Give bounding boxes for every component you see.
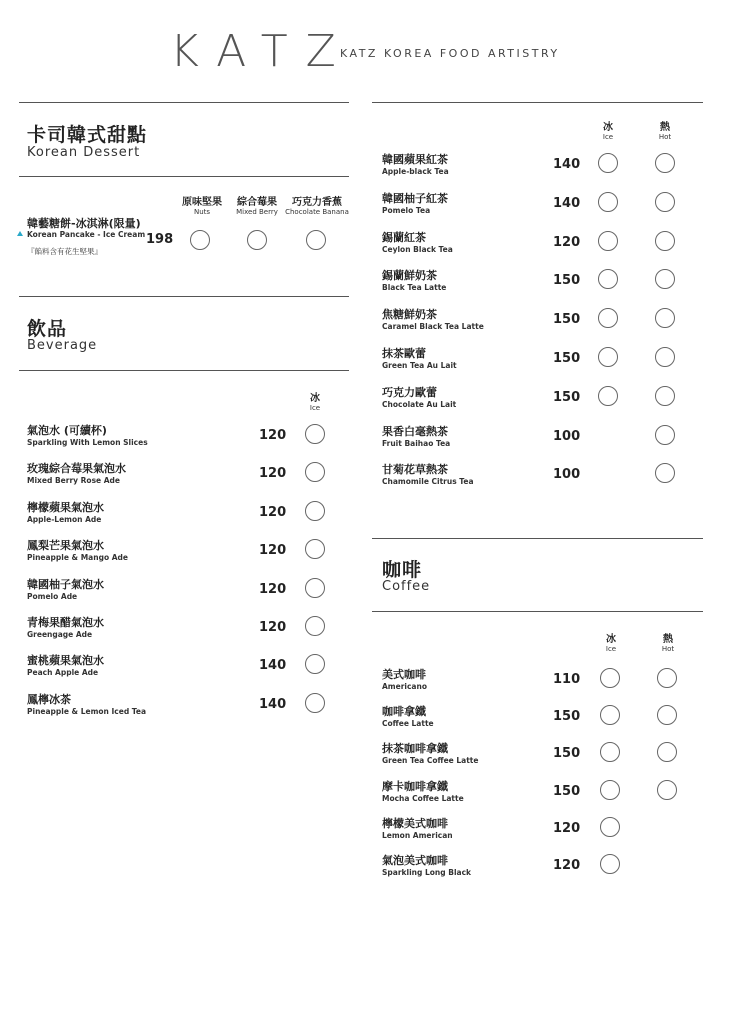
option-checkbox[interactable] xyxy=(190,230,210,250)
menu-item-price: 120 xyxy=(553,234,581,250)
coffee-title: 咖啡 xyxy=(382,559,423,581)
menu-item-name-en: Chocolate Au Lait xyxy=(382,399,457,409)
divider xyxy=(19,296,349,297)
menu-item-price: 120 xyxy=(259,504,287,520)
menu-item-price: 120 xyxy=(553,820,581,836)
menu-item-name: 甘菊花草熱茶 xyxy=(382,463,448,477)
hot-option-circle[interactable] xyxy=(655,231,675,251)
ice-option-circle[interactable] xyxy=(600,742,620,762)
dessert-item-name: 韓藝糖餅-冰淇淋(限量) xyxy=(27,217,141,230)
menu-item-price: 150 xyxy=(553,312,581,328)
menu-item-name-en: Caramel Black Tea Latte xyxy=(382,322,484,332)
hot-option-circle[interactable] xyxy=(655,192,675,212)
beverage-subtitle: Beverage xyxy=(27,338,98,353)
option-label: 巧克力香蕉 xyxy=(292,197,342,208)
option-checkbox[interactable] xyxy=(306,230,326,250)
menu-item-name-en: Apple-black Tea xyxy=(382,167,449,176)
menu-item-name: 檸檬蘋果氣泡水 xyxy=(27,500,104,514)
dessert-item-note: 『餡料含有花生堅果』 xyxy=(27,247,102,256)
dessert-item-name-en: Korean Pancake - Ice Cream xyxy=(27,230,146,239)
menu-item-name-en: Lemon American xyxy=(382,830,453,840)
ice-option-circle[interactable] xyxy=(305,578,325,598)
ice-option-circle[interactable] xyxy=(305,462,325,482)
menu-item-name: 錫蘭紅茶 xyxy=(382,230,426,244)
menu-item-name: 韓國柚子氣泡水 xyxy=(27,577,104,591)
ice-option-circle[interactable] xyxy=(600,854,620,874)
dessert-option-header xyxy=(283,193,351,216)
menu-item-price: 100 xyxy=(553,428,581,444)
menu-item-name: 焦糖鮮奶茶 xyxy=(382,308,437,322)
hot-column-header xyxy=(651,118,679,141)
menu-item-price: 150 xyxy=(553,273,581,289)
ice-option-circle[interactable] xyxy=(598,192,618,212)
menu-item-price: 140 xyxy=(259,696,287,712)
dessert-title: 卡司韓式甜點 xyxy=(27,124,148,146)
ice-option-circle[interactable] xyxy=(598,386,618,406)
menu-item-price: 120 xyxy=(259,543,287,559)
menu-item-price: 110 xyxy=(553,672,581,687)
ice-option-circle[interactable] xyxy=(305,539,325,559)
option-label: 綜合莓果 xyxy=(237,197,277,208)
menu-item-price: 150 xyxy=(553,709,581,725)
dessert-item-price: 198 xyxy=(146,232,174,247)
ice-column-header xyxy=(300,389,330,412)
hot-option-circle[interactable] xyxy=(655,308,675,328)
hot-label: 熱 xyxy=(660,122,670,133)
hot-label: 熱 xyxy=(663,634,673,645)
menu-item-name: 韓國柚子紅茶 xyxy=(382,191,448,205)
menu-item-price: 150 xyxy=(553,351,581,366)
ice-label: 冰 xyxy=(310,393,320,404)
menu-item-name: 鳳梨芒果氣泡水 xyxy=(27,539,104,553)
menu-item-name-en: Green Tea Au Lait xyxy=(382,361,457,370)
menu-item-price: 140 xyxy=(553,157,581,172)
menu-item-name-en: Pomelo Ade xyxy=(27,591,78,601)
hot-option-circle[interactable] xyxy=(657,742,677,762)
menu-item-name-en: Mixed Berry Rose Ade xyxy=(27,476,120,486)
menu-item-name-en: Green Tea Coffee Latte xyxy=(382,756,479,766)
brand-tagline: KATZ KOREA FOOD ARTISTRY xyxy=(340,47,560,60)
menu-item-name-en: Chamomile Citrus Tea xyxy=(382,477,474,487)
menu-item-name-en: Coffee Latte xyxy=(382,719,434,729)
ice-label: 冰 xyxy=(606,634,616,645)
ice-option-circle[interactable] xyxy=(305,616,325,636)
menu-item-price: 140 xyxy=(553,195,581,211)
menu-item-name-en: Fruit Baihao Tea xyxy=(382,438,451,448)
menu-item-price: 120 xyxy=(259,428,287,443)
ice-option-circle[interactable] xyxy=(598,269,618,289)
menu-item-name-en: Apple-Lemon Ade xyxy=(27,514,102,524)
option-label: 原味堅果 xyxy=(182,197,222,208)
divider xyxy=(19,102,349,103)
menu-item-price: 120 xyxy=(259,620,287,635)
menu-item-name-en: Black Tea Latte xyxy=(382,283,447,293)
option-label-en: Chocolate Banana xyxy=(285,208,349,216)
menu-item-name: 氣泡水 (可續杯) xyxy=(27,424,107,437)
ice-label-en: Ice xyxy=(602,133,614,141)
hot-option-circle[interactable] xyxy=(657,668,677,688)
hot-option-circle[interactable] xyxy=(657,780,677,800)
ice-option-circle[interactable] xyxy=(598,231,618,251)
menu-item-price: 150 xyxy=(553,783,581,799)
divider xyxy=(19,176,349,177)
menu-item-name: 氣泡美式咖啡 xyxy=(382,854,448,867)
menu-item-price: 120 xyxy=(553,858,581,873)
hot-option-circle[interactable] xyxy=(657,705,677,725)
ice-option-circle[interactable] xyxy=(598,308,618,328)
beverage-title: 飲品 xyxy=(27,318,68,340)
ice-option-circle[interactable] xyxy=(600,817,620,837)
menu-item-name: 抹茶咖啡拿鐵 xyxy=(382,742,448,756)
menu-item-name: 玫瑰綜合莓果氣泡水 xyxy=(27,462,126,476)
menu-item-name-en: Ceylon Black Tea xyxy=(382,244,453,254)
divider xyxy=(372,102,703,103)
menu-item-price: 140 xyxy=(259,658,287,674)
menu-item-name: 蜜桃蘋果氣泡水 xyxy=(27,654,104,668)
menu-item-price: 150 xyxy=(553,746,581,762)
menu-item-name: 檸檬美式咖啡 xyxy=(382,816,448,830)
hot-label-en: Hot xyxy=(658,133,672,141)
menu-item-name: 果香白毫熱茶 xyxy=(382,424,448,438)
hot-option-circle[interactable] xyxy=(655,386,675,406)
ice-option-circle[interactable] xyxy=(600,705,620,725)
hot-option-circle[interactable] xyxy=(655,269,675,289)
menu-item-name: 韓國蘋果紅茶 xyxy=(382,153,448,166)
option-label-en: Mixed Berry xyxy=(236,208,278,216)
ice-option-circle[interactable] xyxy=(598,347,618,367)
menu-item-name: 咖啡拿鐵 xyxy=(382,705,426,719)
menu-item-name-en: Pomelo Tea xyxy=(382,205,431,215)
hot-option-circle[interactable] xyxy=(655,463,675,483)
ice-option-circle[interactable] xyxy=(600,668,620,688)
menu-item-name: 鳳檸冰茶 xyxy=(27,692,71,706)
hot-option-circle[interactable] xyxy=(655,347,675,367)
menu-item-name-en: Sparkling Long Black xyxy=(382,868,472,877)
menu-item-name: 摩卡咖啡拿鐵 xyxy=(382,779,448,793)
dessert-option-header xyxy=(232,193,282,216)
menu-item-name: 抹茶歐蕾 xyxy=(382,347,426,360)
divider xyxy=(372,538,703,539)
option-label-en: Nuts xyxy=(193,208,211,216)
ice-label-en: Ice xyxy=(605,645,617,653)
menu-item-price: 120 xyxy=(259,466,287,482)
menu-item-name-en: Greengage Ade xyxy=(27,630,93,639)
dessert-option-header xyxy=(178,193,226,216)
hot-option-circle[interactable] xyxy=(655,425,675,445)
menu-item-name: 錫蘭鮮奶茶 xyxy=(382,269,437,283)
menu-item-price: 120 xyxy=(259,581,287,597)
menu-item-name-en: Americano xyxy=(382,682,427,691)
ice-label-en: Ice xyxy=(309,404,321,412)
menu-item-name-en: Peach Apple Ade xyxy=(27,668,99,678)
ice-option-circle[interactable] xyxy=(305,693,325,713)
dessert-subtitle: Korean Dessert xyxy=(27,145,141,160)
bullet-icon xyxy=(17,231,23,236)
menu-item-name: 美式咖啡 xyxy=(382,668,426,681)
divider xyxy=(372,611,703,612)
ice-column-header xyxy=(597,630,625,653)
ice-option-circle[interactable] xyxy=(305,501,325,521)
menu-item-price: 150 xyxy=(553,389,581,405)
ice-option-circle[interactable] xyxy=(305,424,325,444)
menu-item-name-en: Sparkling With Lemon Slices xyxy=(27,438,148,447)
menu-item-name-en: Pineapple & Mango Ade xyxy=(27,553,128,563)
ice-label: 冰 xyxy=(603,122,613,133)
menu-item-name: 青梅果醋氣泡水 xyxy=(27,616,104,629)
hot-column-header xyxy=(654,630,682,653)
menu-item-price: 100 xyxy=(553,467,581,483)
ice-option-circle[interactable] xyxy=(598,153,618,173)
ice-option-circle[interactable] xyxy=(600,780,620,800)
hot-option-circle[interactable] xyxy=(655,153,675,173)
brand-logo: KATZ xyxy=(170,26,354,77)
menu-item-name: 巧克力歐蕾 xyxy=(382,385,437,399)
ice-option-circle[interactable] xyxy=(305,654,325,674)
menu-item-name-en: Pineapple & Lemon Iced Tea xyxy=(27,706,147,716)
divider xyxy=(19,370,349,371)
option-checkbox[interactable] xyxy=(247,230,267,250)
menu-item-name-en: Mocha Coffee Latte xyxy=(382,793,464,803)
ice-column-header xyxy=(594,118,622,141)
coffee-subtitle: Coffee xyxy=(382,579,431,594)
hot-label-en: Hot xyxy=(661,645,675,653)
